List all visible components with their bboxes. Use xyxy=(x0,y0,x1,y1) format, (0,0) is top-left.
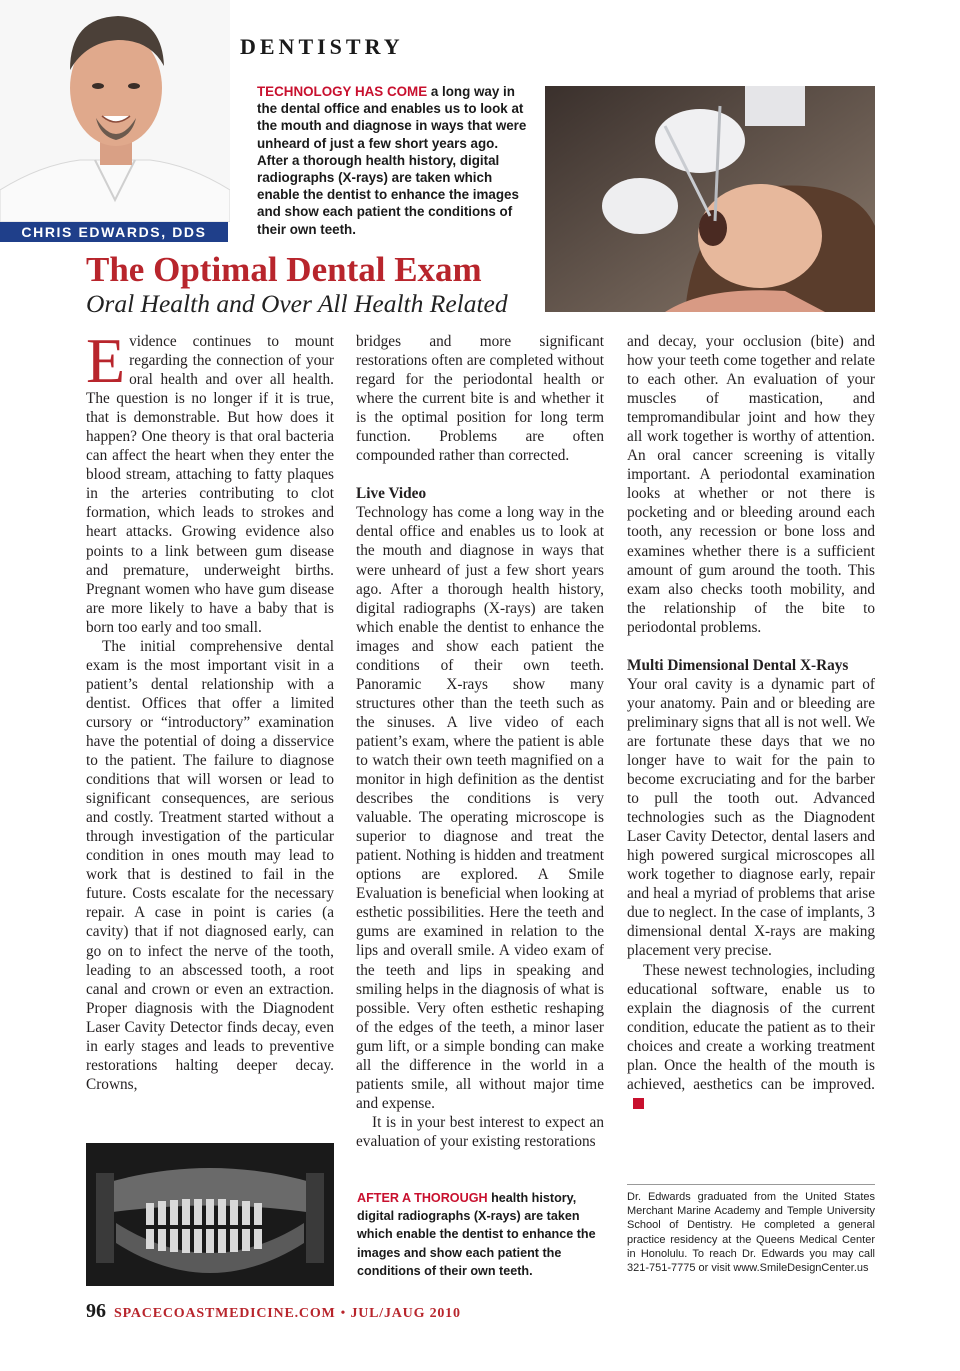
subhead-multi-dimensional: Multi Dimensional Dental X-Rays xyxy=(627,656,849,674)
article-column-1 xyxy=(86,325,334,1094)
paragraph-1-text: vidence continues to mount regarding the connection of your oral health and over all health. The question is no longer if it is true, that is demonstrable. But how does it happen? One theory is that oral bacteria can affect the heart when they enter the blood stream, attaching to fatty plaques in the arteries contributing to clot formation, which leads to strokes and heart attacks. Growing evidence also points to a link between gum disease and premature, underweight births. Pregnant women who have gum disease are more likely to have a baby that is born too early and too small. xyxy=(86,333,334,636)
dental-exam-photo xyxy=(545,86,875,312)
subhead-live-video: Live Video xyxy=(356,485,427,503)
panoramic-xray-image xyxy=(86,1143,334,1286)
author-caption: CHRIS EDWARDS, DDS xyxy=(0,222,228,242)
paragraph-5-start xyxy=(356,1113,604,1151)
pull-quote-lead: AFTER A THOROUGH xyxy=(357,1191,488,1205)
xray-graphic xyxy=(86,1143,334,1286)
author-photo xyxy=(0,0,230,222)
intro-text: a long way in the dental office and enables us to look at the mouth and diagnose in ways that were unheard of just a few short years ago. After a thorough health history, digital radiographs (X-rays) are taken which enable the dentist to enhance the images and show each patient the conditions of their own teeth. xyxy=(257,84,527,237)
end-of-article-mark xyxy=(633,1098,644,1109)
article-subhead: Oral Health and Over All Health Related xyxy=(86,289,508,318)
paragraph-6: Your oral cavity is a dynamic part of your anatomy. Pain and or bleeding are preliminary signs that all is not well. We are fortunate these days that we no longer have to wait for the pain to become excruciating and for the barber to pull the tooth out. Advanced technologies such as the Diagnodent Laser Cavity Detector, dental lasers and high powered surgical microscopes all work together to diagnose early, repair and heal a myriad of problems that arise due to neglect. In the case of implants, 3 dimensional dental X-rays are making placement very precise. xyxy=(627,675,875,960)
page-footer xyxy=(86,1300,461,1323)
paragraph-7-text: These newest technologies, including educational software, enable us to explain the diagnosis of the current condition, educate the patient as to their choices and create a working treatment plan. Once the health of the mouth is achieved, aesthetics can be improved. xyxy=(627,961,875,1093)
paragraph-4: Technology has come a long way in the dental office and enables us to look at the mouth and diagnose in ways that were unheard of just a few short years ago. After a thorough health history, digital radiographs (X-rays) are taken which enable the dentist to enhance the images and show each patient the conditions of their own teeth. Panoramic X-rays show many structures other than the teeth such as the sinuses. A live video of each patient’s exam, where the patient is able to watch their own teeth magnified on a monitor in high definition as the dentist describes the conditions is very valuable. The operating microscope is superior to diagnose and treat the patient. Nothing is hidden and treatment options are explored. A Smile Evaluation is beneficial when looking at esthetic possibilities. Here the teeth and gums are examined in relation to the lips and overall smile. A video exam of the teeth and lips in speaking and smiling helps in the diagnosis of what is possible. Very often esthetic reshaping of the edges of the teeth, a minor laser gum lift, or a simple bonding can make all the difference in the world in a patients smile, all without major time and expense. xyxy=(356,504,604,1112)
paragraph-3: bridges and more significant restorations often are completed without regard for the periodontal health or where the current bite is and whether it is the optimal position for long term function. Problems are often compounded rather than corrected. xyxy=(356,333,604,465)
article-column-2 xyxy=(356,332,604,1151)
footer-bullet: • xyxy=(340,1306,346,1321)
paragraph-intro xyxy=(86,325,334,637)
article-column-3 xyxy=(627,332,875,1113)
paragraph-2: The initial comprehensive dental exam is the most important visit in a patient’s dental relationship with a dentist. Offices that offer a limited cursory or “introductory” examination have the potential of doing a disservice to the patient. The failure to diagnose conditions that will worsen or lead to significant consequences, are serious and costly. Treatment started without a through investigation of the particular condition in ones mouth may lead to work that is destined to fail in the future. Costs escalate for the necessary repair. A case in point is caries (a cavity) that if not diagnosed early, can go on to infect the nerve of the tooth, leading to an abscessed tooth, a root canal and crown or even an extraction. Proper diagnosis with the Diagnodent Laser Cavity Detector finds decay, even in early stages and leads to preventive restorations halting deeper decay. Crowns, xyxy=(86,637,334,1093)
footer-issue: JUL/JAUG 2010 xyxy=(350,1306,461,1321)
intro-lead: TECHNOLOGY HAS COME xyxy=(257,84,428,99)
dental-exam-image xyxy=(545,86,875,312)
author-portrait-image xyxy=(0,0,230,222)
bio-divider xyxy=(627,1184,875,1185)
drop-cap: E xyxy=(86,325,126,396)
page-number: 96 xyxy=(86,1300,106,1322)
pull-quote-text: health history, digital radiographs (X-rays) are taken which enable the dentist to enhance the images and show each patient the conditions of their own teeth. xyxy=(357,1191,596,1278)
article-headline: The Optimal Dental Exam xyxy=(86,250,482,289)
paragraph-5-text: It is in your best interest to expect an evaluation of your existing restorations xyxy=(356,1113,604,1150)
author-bio: Dr. Edwards graduated from the United States Merchant Marine Academy and Temple University School of Dentistry. He completed a general practice residency at the Queens Medical Center in Honolulu. To reach Dr. Edwards you may call 321-751-7775 or visit www.SmileDesignCenter.us xyxy=(627,1191,875,1275)
intro-blurb xyxy=(257,83,529,238)
paragraph-5-continued: and decay, your occlusion (bite) and how your teeth come together and relate to each other. An evaluation of your muscles of mastication, and tempromandibular joint and how they all work together is worthy of attention. An oral cancer screening is vitally important. A periodontal examination looks at whether or not there is pocketing and or bleeding around each tooth, any recession or bone loss and examines whether there is a sufficient amount of gum around the tooth. This exam also checks tooth mobility, and the relationship of the bite to periodontal problems. xyxy=(627,333,875,636)
pull-quote xyxy=(357,1189,603,1280)
section-label: DENTISTRY xyxy=(240,34,404,59)
paragraph-7 xyxy=(627,961,875,1113)
footer-site: SPACECOASTMEDICINE.COM xyxy=(114,1306,336,1321)
